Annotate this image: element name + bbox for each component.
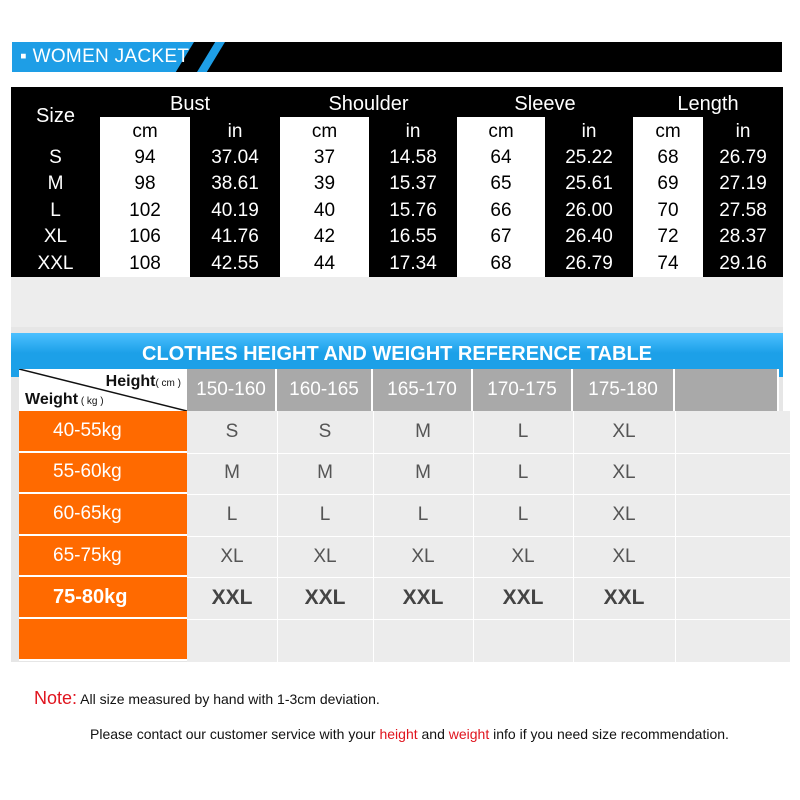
size-value: 42	[313, 226, 336, 248]
reference-title: CLOTHES HEIGHT AND WEIGHT REFERENCE TABLE	[142, 343, 652, 365]
height-range-header: 175-180	[573, 369, 675, 411]
size-recommendation: M	[415, 420, 431, 442]
unit-cm: cm	[488, 121, 514, 142]
size-recommendation: L	[417, 503, 429, 525]
size-label: XXL	[37, 252, 74, 274]
note-label: Note:	[34, 688, 78, 708]
size-value: 29.16	[719, 252, 767, 274]
size-value: 108	[129, 252, 161, 274]
size-value: 26.40	[565, 226, 613, 248]
size-value: 27.19	[719, 173, 767, 195]
size-recommendation: XL	[612, 545, 636, 567]
size-recommendation: XXL	[402, 586, 444, 610]
size-value: 41.76	[211, 226, 259, 248]
unit-in: in	[227, 121, 243, 142]
size-value: 69	[657, 173, 679, 195]
size-recommendation: L	[517, 462, 529, 484]
height-range-header: 170-175	[473, 369, 573, 411]
measure-header: Shoulder	[328, 92, 409, 115]
weight-range-cell: 60-65kg	[19, 494, 187, 536]
size-recommendation: S	[225, 420, 239, 442]
unit-cm: cm	[655, 121, 681, 142]
grid-line	[187, 494, 790, 495]
size-label: XL	[43, 226, 68, 248]
size-recommendation: L	[226, 503, 238, 525]
size-value: 40	[313, 199, 336, 221]
size-recommendation: L	[319, 503, 331, 525]
size-recommendation: XXL	[211, 586, 253, 610]
size-value: 25.61	[565, 173, 613, 195]
size-value: 37	[313, 147, 336, 168]
measure-header: Sleeve	[514, 92, 576, 115]
size-recommendation: XL	[511, 545, 535, 567]
size-label: M	[47, 173, 64, 195]
size-recommendation: M	[415, 462, 431, 484]
size-value: 26.79	[719, 147, 767, 168]
unit-in: in	[581, 121, 597, 142]
size-label: S	[49, 147, 62, 168]
size-value: 14.58	[389, 147, 437, 168]
height-header-empty	[675, 369, 779, 411]
unit-cm: cm	[132, 121, 158, 142]
size-chart-table	[11, 87, 783, 277]
size-value: 72	[657, 226, 679, 248]
size-value: 106	[129, 226, 161, 248]
size-recommendation: XL	[612, 420, 636, 442]
size-recommendation: XXL	[304, 586, 346, 610]
size-header: Size	[36, 104, 75, 127]
size-value: 28.37	[719, 226, 767, 248]
size-recommendation: XL	[612, 503, 636, 525]
height-axis-label: Height( cm )	[105, 373, 181, 390]
size-value: 102	[129, 199, 161, 221]
weight-axis-label: Weight ( kg )	[25, 391, 104, 408]
size-value: 98	[134, 173, 156, 195]
size-value: 15.76	[389, 199, 437, 221]
unit-in: in	[405, 121, 421, 142]
size-recommendation: XL	[612, 462, 636, 484]
size-value: 70	[657, 199, 679, 221]
size-value: 44	[313, 252, 336, 274]
weight-range-cell	[19, 619, 187, 661]
size-value: 17.34	[389, 252, 437, 274]
height-range-header: 150-160	[187, 369, 277, 411]
size-value: 26.79	[565, 252, 613, 274]
measure-header: Bust	[169, 92, 211, 115]
size-value: 68	[490, 252, 512, 274]
size-recommendation: XL	[220, 545, 244, 567]
height-range-header: 160-165	[277, 369, 373, 411]
size-recommendation: L	[517, 420, 529, 442]
size-value: 27.58	[719, 199, 767, 221]
weight-range-cell: 55-60kg	[19, 453, 187, 495]
size-label: L	[50, 199, 61, 221]
size-recommendation: XXL	[502, 586, 544, 610]
measure-header: Length	[677, 92, 739, 115]
size-value: 25.22	[565, 147, 613, 168]
unit-cm: cm	[311, 121, 338, 142]
corner-header	[19, 369, 187, 411]
size-value: 40.19	[211, 199, 259, 221]
size-value: 64	[490, 147, 512, 168]
size-value: 94	[134, 147, 156, 168]
note-line-2: Please contact our customer service with your height and weight info if you need size recommendation.	[90, 726, 729, 742]
note-text-1: All size measured by hand with 1-3cm deviation.	[80, 691, 380, 707]
weight-range-cell: 40-55kg	[19, 411, 187, 453]
size-value: 39	[313, 173, 336, 195]
size-value: 74	[657, 252, 679, 274]
size-value: 68	[657, 147, 679, 168]
grid-line	[187, 619, 790, 620]
grid-line	[187, 536, 790, 537]
size-value: 37.04	[211, 147, 259, 168]
size-value: 67	[490, 226, 512, 248]
unit-in: in	[735, 121, 751, 142]
size-recommendation: S	[318, 420, 332, 442]
size-value: 16.55	[389, 226, 437, 248]
size-value: 66	[490, 199, 512, 221]
spacer-panel	[11, 277, 783, 327]
reference-table	[11, 369, 779, 662]
grid-line	[187, 453, 790, 454]
size-recommendation: XL	[313, 545, 337, 567]
grid-line	[187, 577, 790, 578]
section-header	[12, 42, 782, 72]
size-value: 42.55	[211, 252, 259, 274]
section-title: ▪ WOMEN JACKET	[20, 46, 190, 67]
size-recommendation: M	[224, 462, 240, 484]
note-line-1	[34, 688, 380, 709]
weight-range-cell: 65-75kg	[19, 536, 187, 578]
height-range-header: 165-170	[373, 369, 473, 411]
size-recommendation: XL	[411, 545, 435, 567]
size-recommendation: M	[317, 462, 333, 484]
size-value: 38.61	[211, 173, 259, 195]
size-value: 15.37	[389, 173, 437, 195]
size-value: 65	[490, 173, 512, 195]
size-value: 26.00	[565, 199, 613, 221]
size-recommendation: XXL	[603, 586, 645, 610]
weight-range-cell: 75-80kg	[19, 577, 187, 619]
size-recommendation: L	[517, 503, 529, 525]
